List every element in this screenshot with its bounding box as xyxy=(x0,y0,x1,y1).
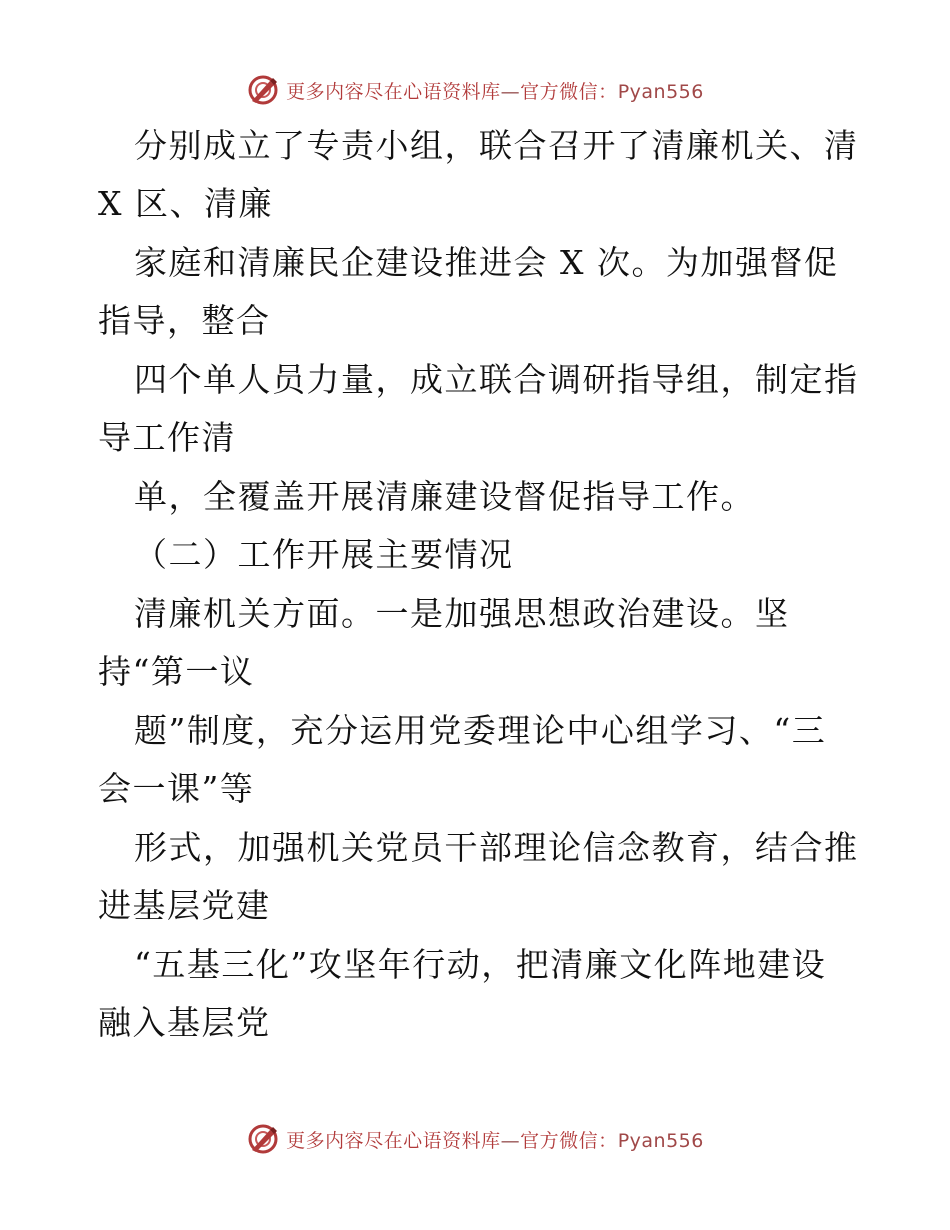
watermark-wechat-label: 官方微信： xyxy=(520,80,618,103)
text-line: “五基三化”攻坚年行动，把清廉文化阵地建设 xyxy=(134,945,827,984)
text-line: 家庭和清廉民企建设推进会 X 次。为加强督促 xyxy=(134,243,839,282)
text-line: 指导，整合 xyxy=(98,301,271,340)
watermark-brand: 更多内容尽在心语资料库 xyxy=(286,1129,501,1152)
watermark-brand: 更多内容尽在心语资料库 xyxy=(286,80,501,103)
section-heading: （二）工作开展主要情况 xyxy=(134,535,514,574)
watermark-wechat-label: 官方微信： xyxy=(520,1129,618,1152)
text-line: 会一课”等 xyxy=(98,769,255,808)
watermark-text xyxy=(286,77,704,104)
text-line: X 区、清廉 xyxy=(98,184,273,223)
text-line: 清廉机关方面。一是加强思想政治建设。坚 xyxy=(134,594,790,633)
text-line: 分别成立了专责小组，联合召开了清廉机关、清 xyxy=(134,126,859,165)
watermark-dash: — xyxy=(500,80,521,103)
watermark-dash: — xyxy=(500,1129,521,1152)
watermark-wechat-id: Pyan556 xyxy=(617,80,704,103)
footer-watermark xyxy=(0,1119,950,1159)
text-line: 导工作清 xyxy=(98,418,236,457)
text-line: 单，全覆盖开展清廉建设督促指导工作。 xyxy=(134,477,755,516)
text-line: 形式，加强机关党员干部理论信念教育，结合推 xyxy=(134,828,859,867)
text-line: 四个单人员力量，成立联合调研指导组，制定指 xyxy=(134,360,859,399)
watermark-text xyxy=(286,1126,704,1153)
pen-logo-icon xyxy=(246,1122,280,1156)
text-line: 融入基层党 xyxy=(98,1003,271,1042)
pen-logo-icon xyxy=(246,73,280,107)
text-line: 进基层党建 xyxy=(98,886,271,925)
text-line: 题”制度，充分运用党委理论中心组学习、“三 xyxy=(134,711,827,750)
watermark-wechat-id: Pyan556 xyxy=(617,1129,704,1152)
text-line: 持“第一议 xyxy=(98,652,255,691)
header-watermark xyxy=(0,70,950,110)
